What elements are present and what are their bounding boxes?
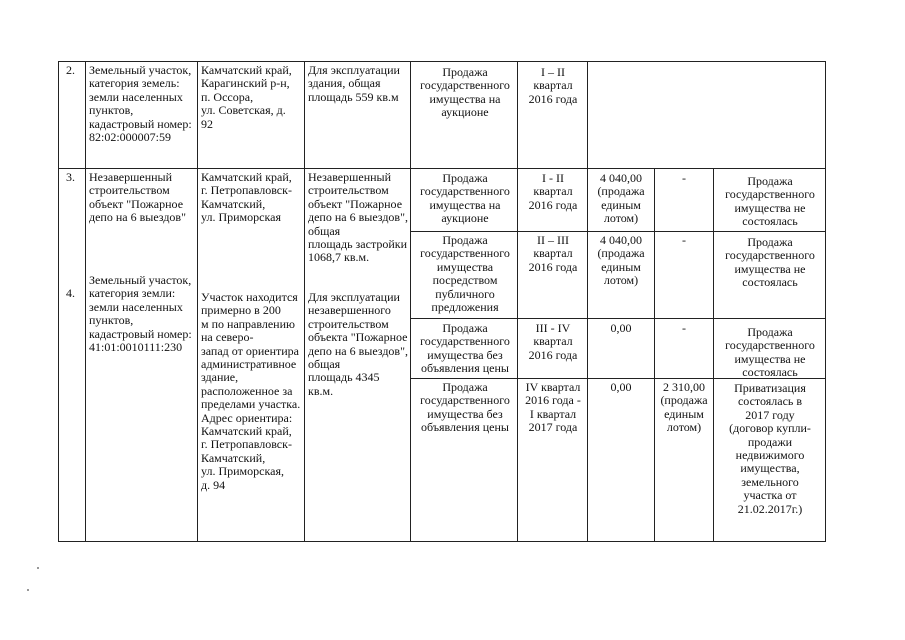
col-divider [713,168,714,542]
row-number: 3. [66,170,75,184]
object-purpose: Для эксплуатации незавершенного строительством объекта "Пожарное депо на 6 выездов", общая площадь 4345 кв.м. [308,290,408,398]
object-description: Незавершенный строительством объект "Пожарное депо на 6 выездов" [89,170,186,225]
col-divider [197,61,198,542]
object-description: Земельный участок, категория земли: земли населенных пунктов, кадастровый номер: 41:01:0010111:230 [89,273,192,355]
col-divider [58,61,59,542]
sale-result: Приватизация состоялась в 2017 году (договор купли- продажи недвижимого имущества, земельного участка от 21.02.2017г.) [729,381,811,516]
row-divider [410,231,826,232]
start-price: 4 040,00 (продажа единым лотом) [597,233,645,288]
sale-period: II – III квартал 2016 года [528,233,578,274]
sold-price: 2 310,00 (продажа единым лотом) [660,380,708,435]
row-number: 2. [66,63,75,77]
start-price: 0,00 [610,321,632,335]
col-divider [587,61,588,542]
scan-speck [27,589,29,591]
row-divider [410,318,826,319]
sale-method: Продажа государственного имущества посредством публичного предложения [420,233,510,315]
sale-method: Продажа государственного имущества на аукционе [420,65,510,120]
sale-method: Продажа государственного имущества без объявления цены [420,321,510,376]
sale-period: IV квартал 2016 года - I квартал 2017 года [525,380,581,435]
start-price: 0,00 [610,380,632,394]
table-border-right [825,61,826,542]
sold-price: - [682,321,686,335]
col-divider [517,61,518,542]
sold-price: - [682,233,686,247]
sale-period: I - II квартал 2016 года [528,171,578,212]
sold-price: - [682,171,686,185]
sale-method: Продажа государственного имущества без объявления цены [420,380,510,435]
object-purpose: Для эксплуатации здания, общая площадь 559 кв.м [308,63,400,104]
table-border-top [58,61,826,62]
sale-result: Продажа государственного имущества не состоялась [725,325,815,380]
sale-period: III - IV квартал 2016 года [528,321,578,362]
scan-speck [37,567,39,569]
col-divider [304,61,305,542]
sale-method: Продажа государственного имущества на аукционе [420,171,510,226]
col-divider [410,61,411,542]
object-description: Земельный участок, категория земель: земли населенных пунктов, кадастровый номер: 82:02:000007:59 [89,63,192,145]
sale-period: I – II квартал 2016 года [528,65,578,106]
col-divider [654,168,655,542]
col-divider [85,61,86,542]
object-address: Участок находится примерно в 200 м по направлению на северо- запад от ориентира административное здание, расположенное за пределами участка. Адрес ориентира: Камчатский край, г. Петропавловск- Камчатский, ул. Приморская, д. 94 [201,290,301,492]
row-number: 4. [66,286,75,300]
row-divider [58,168,826,169]
table-border-bottom [58,541,826,542]
object-address: Камчатский край, Карагинский р-н, п. Оссора, ул. Советская, д. 92 [201,63,292,131]
start-price: 4 040,00 (продажа единым лотом) [597,171,645,226]
object-address: Камчатский край, г. Петропавловск- Камчатский, ул. Приморская [201,170,292,225]
object-purpose: Незавершенный строительством объект "Пожарное депо на 6 выездов", общая площадь застройки 1068,7 кв.м. [308,170,408,265]
sale-result: Продажа государственного имущества не состоялась [725,174,815,229]
sale-result: Продажа государственного имущества не состоялась [725,235,815,290]
